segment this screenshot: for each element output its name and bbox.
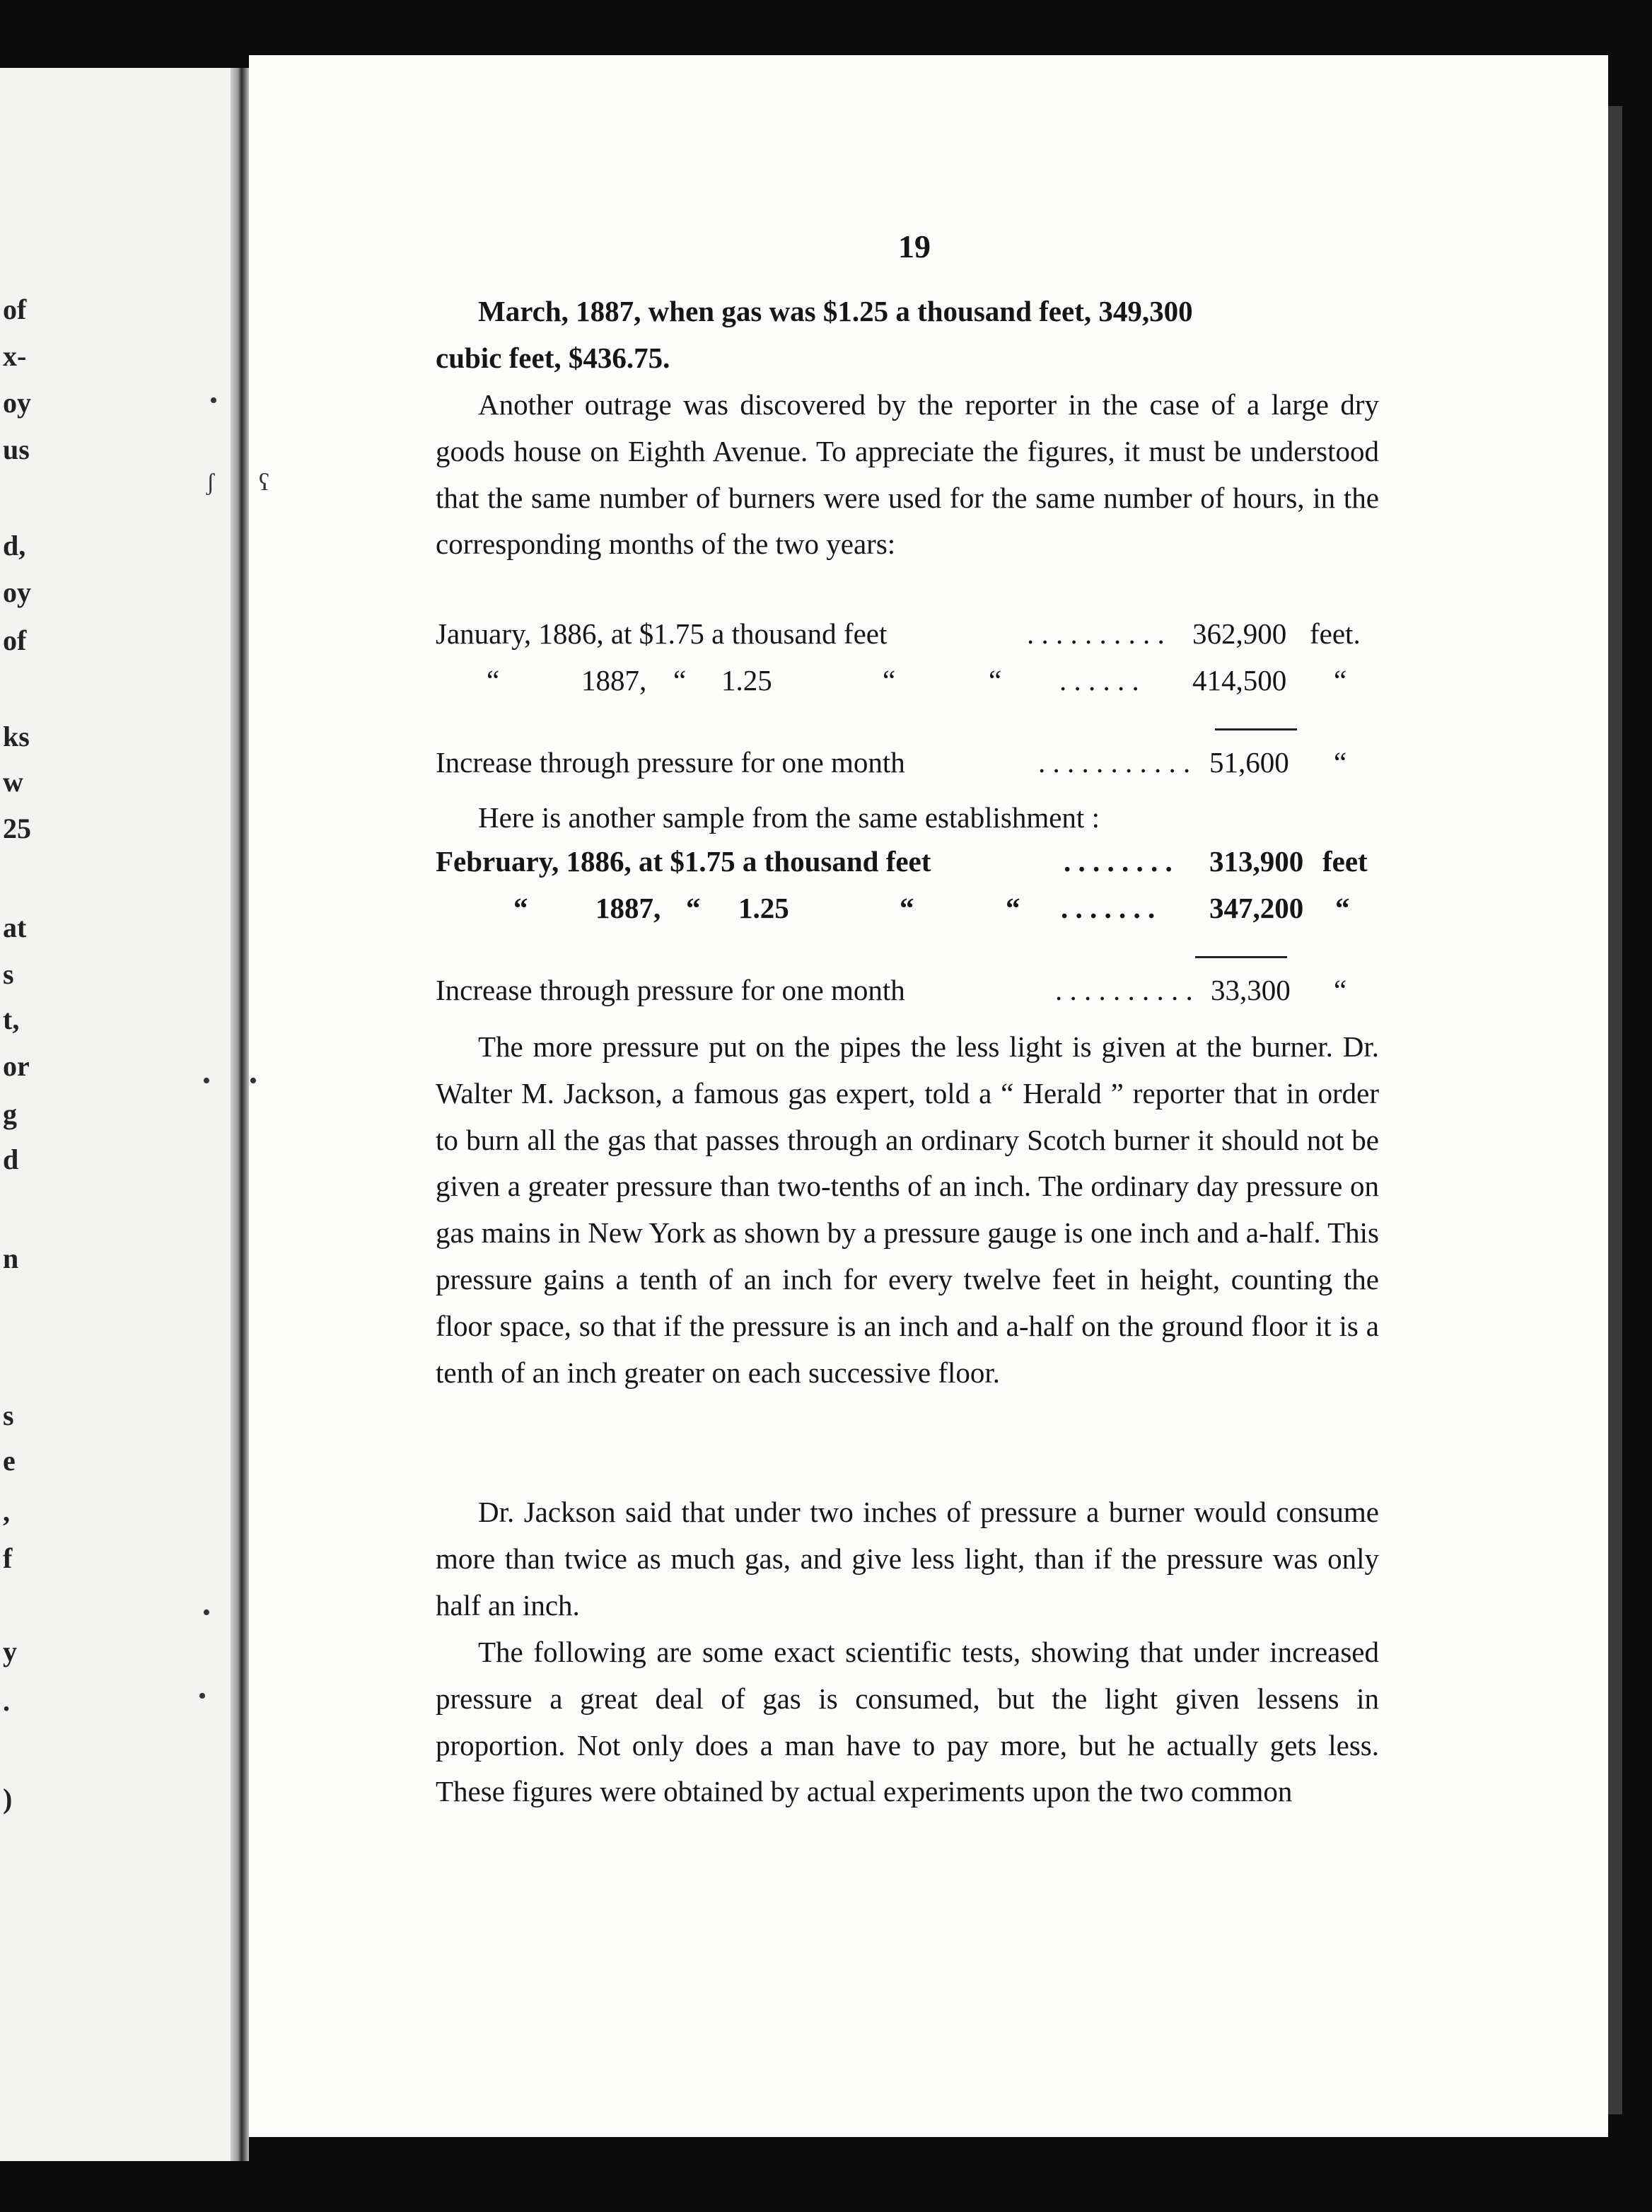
paragraph-pressure-expert xyxy=(436,1024,1379,1396)
table1-row-january-1887 xyxy=(436,663,1379,706)
row-value: 414,500 xyxy=(1192,664,1287,697)
row-label: January, 1886, at $1.75 a thousand feet xyxy=(436,617,888,650)
row-year: 1887, xyxy=(595,892,661,924)
prev-fragment: d, xyxy=(3,530,26,561)
row-unit: feet xyxy=(1322,845,1368,878)
prev-fragment: x- xyxy=(3,340,27,372)
margin-speck: • xyxy=(198,1683,206,1709)
margin-speck: • xyxy=(202,1600,211,1626)
prev-fragment: e xyxy=(3,1445,16,1477)
prev-fragment: ) xyxy=(3,1783,13,1815)
prev-fragment: or xyxy=(3,1050,30,1082)
row-year: 1887, xyxy=(581,664,647,697)
page-edge-shadow xyxy=(1608,106,1622,2114)
ditto-mark: “ xyxy=(1334,974,1347,1006)
row-value: 33,300 xyxy=(1211,974,1291,1006)
prev-fragment: at xyxy=(3,912,27,943)
paragraph-line: cubic feet, $436.75. xyxy=(436,341,670,374)
row-leaders: . . . . . . . . xyxy=(1064,845,1173,878)
row-label: Increase through pressure for one month xyxy=(436,974,905,1006)
table2-row-increase xyxy=(436,973,1379,1015)
ditto-mark: “ xyxy=(1335,892,1350,924)
row-leaders: . . . . . . . . . . xyxy=(1055,974,1193,1006)
page-number: 19 xyxy=(898,228,931,264)
ditto-mark: “ xyxy=(900,892,914,924)
ditto-mark: “ xyxy=(1334,664,1347,697)
paragraph-text: Here is another sample from the same establishment : xyxy=(478,801,1100,834)
ditto-mark: “ xyxy=(673,664,687,697)
paragraph-text: Dr. Jackson said that under two inches of pressure a burner would consume more than twice as much gas, and give less light, than if the pressure was only half an inch. xyxy=(436,1496,1379,1622)
prev-fragment: oy xyxy=(3,576,31,608)
paragraph-dry-goods-house xyxy=(436,382,1379,568)
prev-fragment: of xyxy=(3,293,27,325)
margin-speck: • xyxy=(209,388,218,414)
margin-speck: • xyxy=(202,1068,211,1094)
ditto-mark: “ xyxy=(487,664,500,697)
row-leaders: . . . . . . . xyxy=(1061,892,1156,924)
row-leaders: . . . . . . . . . . . xyxy=(1038,746,1191,779)
prev-fragment: s xyxy=(3,1399,14,1431)
row-unit: feet. xyxy=(1310,617,1361,650)
row-rate: 1.25 xyxy=(738,892,789,924)
sum-rule xyxy=(1215,728,1297,730)
prev-fragment: g xyxy=(3,1098,17,1130)
ditto-mark: “ xyxy=(1006,892,1020,924)
paragraph-march-1887 xyxy=(436,289,1379,382)
margin-speck: • xyxy=(249,1068,257,1094)
row-leaders: . . . . . . xyxy=(1059,664,1139,697)
margin-speck: ʕ xyxy=(259,470,270,496)
paragraph-text: Another outrage was discovered by the reporter in the case of a large dry goods house on Eighth Avenue. To appreciate the figures, it must be understood that the same number of burners were used for the same number of hours, in the corresponding months of the two years: xyxy=(436,388,1379,561)
table1-row-increase xyxy=(436,745,1379,788)
row-leaders: . . . . . . . . . . xyxy=(1027,617,1165,650)
ditto-mark: “ xyxy=(989,664,1002,697)
prev-fragment: y xyxy=(3,1636,17,1667)
ditto-mark: “ xyxy=(883,664,896,697)
prev-fragment: w xyxy=(3,766,23,798)
row-label: February, 1886, at $1.75 a thousand feet xyxy=(436,845,931,878)
prev-fragment: f xyxy=(3,1542,13,1574)
ditto-mark: “ xyxy=(686,892,701,924)
prev-fragment: t, xyxy=(3,1003,20,1035)
row-label: Increase through pressure for one month xyxy=(436,746,905,779)
prev-fragment: , xyxy=(3,1496,10,1527)
margin-speck: ʃ xyxy=(206,470,215,496)
row-value: 347,200 xyxy=(1209,892,1304,924)
ditto-mark: “ xyxy=(513,892,528,924)
row-value: 362,900 xyxy=(1192,617,1287,650)
paragraph-line: March, 1887, when gas was $1.25 a thousand feet, 349,300 xyxy=(478,295,1193,327)
paragraph-text: The more pressure put on the pipes the less light is given at the burner. Dr. Walter M. Jackson, a famous gas expert, told a “ Herald ” reporter that in order to burn all the gas that passes through an ordinary Scotch burner it should not be given a greater pressure than two-tenths of an inch. The ordinary day pressure on gas mains in New York as shown by a pressure gauge is one inch and a-half. This pressure gains a tenth of an inch for every twelve feet in height, counting the floor space, so that if the pressure is an inch and a-half on the ground floor it is a tenth of an inch greater on each successive floor. xyxy=(436,1030,1379,1389)
prev-fragment: . xyxy=(3,1685,10,1717)
paragraph-text: The following are some exact scientific tests, showing that under increased pressure a great deal of gas is consumed, but the light given lessens in proportion. Not only does a man have to pay more, but he actually gets less. These figures were obtained by actual experiments upon the two common xyxy=(436,1636,1379,1808)
prev-fragment: ks xyxy=(3,721,30,752)
sum-rule xyxy=(1195,956,1287,958)
prev-fragment: n xyxy=(3,1242,19,1274)
row-rate: 1.25 xyxy=(721,664,772,697)
row-value: 313,900 xyxy=(1209,845,1304,878)
ditto-mark: “ xyxy=(1334,746,1347,779)
row-value: 51,600 xyxy=(1209,746,1289,779)
prev-fragment: oy xyxy=(3,387,31,419)
table2-row-february-1887 xyxy=(436,891,1379,933)
paragraph-another-sample xyxy=(436,795,1379,842)
prev-fragment: s xyxy=(3,958,14,990)
previous-page-edge xyxy=(0,68,231,2161)
prev-fragment: 25 xyxy=(3,813,31,844)
prev-fragment: d xyxy=(3,1143,19,1175)
paragraph-scientific-tests xyxy=(436,1629,1379,1815)
prev-fragment: us xyxy=(3,433,30,465)
table1-row-january-1886 xyxy=(436,617,1379,659)
book-gutter xyxy=(231,68,249,2161)
prev-fragment: of xyxy=(3,624,27,656)
table2-row-february-1886 xyxy=(436,844,1379,887)
paragraph-jackson-two-inches xyxy=(436,1489,1379,1629)
